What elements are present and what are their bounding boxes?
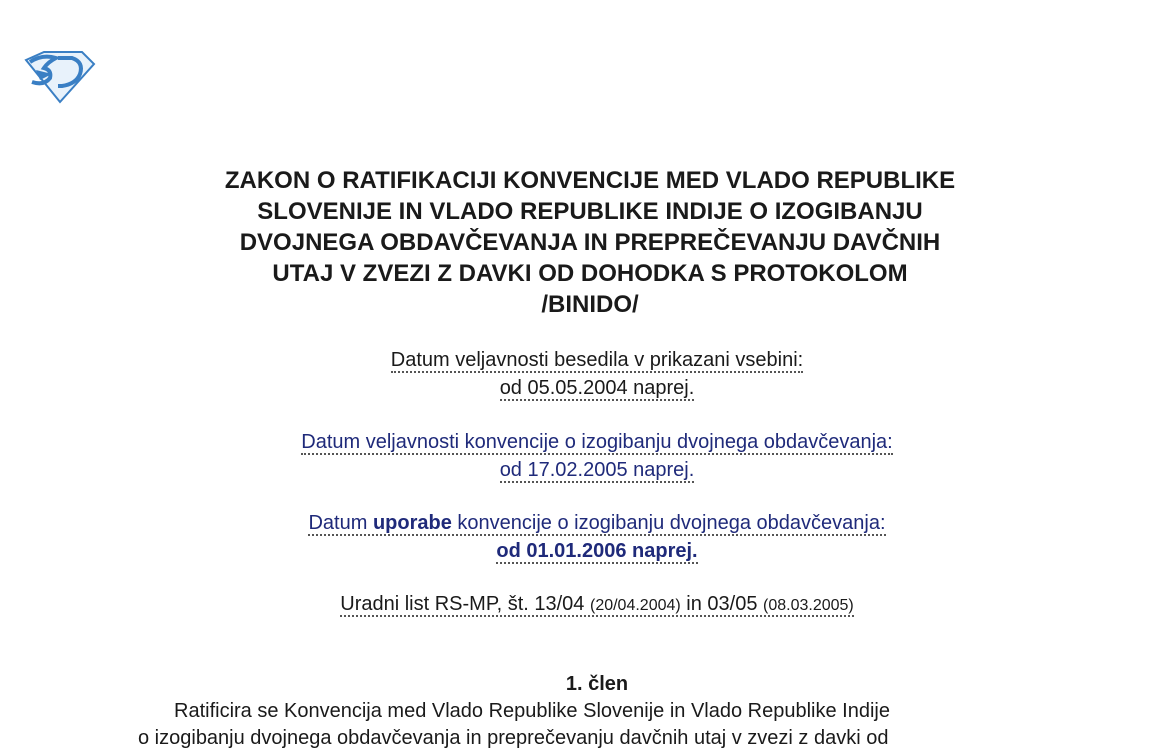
title-line: DVOJNEGA OBDAVČEVANJA IN PREPREČEVANJU DAVČNIH xyxy=(239,229,941,256)
convention-use-label-pre: Datum xyxy=(308,512,368,534)
title-code: /BINIDO/ xyxy=(541,291,639,318)
gazette-text-1: Uradni list RS-MP, št. 13/04 xyxy=(340,593,585,615)
title-line: SLOVENIJE IN VLADO REPUBLIKE INDIJE O IZOGIBANJU xyxy=(257,198,923,225)
convention-use-value: od 01.01.2006 naprej. xyxy=(496,540,698,562)
convention-use-label-post: konvencije o izogibanju dvojnega obdavčevanja: xyxy=(457,512,886,534)
convention-use-label xyxy=(308,512,885,536)
gazette-date-2: (08.03.2005) xyxy=(763,597,854,614)
convention-use-block xyxy=(150,509,1044,565)
article-paragraph xyxy=(138,698,1022,752)
convention-use-label-bold: uporabe xyxy=(372,512,452,534)
convention-validity-value: od 17.02.2005 naprej. xyxy=(499,459,695,481)
law-title xyxy=(150,165,1030,320)
article-heading: 1. člen xyxy=(565,673,629,695)
text-validity-block xyxy=(150,346,1044,402)
title-line: ZAKON O RATIFIKACIJI KONVENCIJE MED VLADO REPUBLIKE xyxy=(224,167,956,194)
convention-validity-block xyxy=(150,428,1044,484)
publisher-logo xyxy=(22,50,96,104)
official-gazette-reference xyxy=(150,590,1044,620)
gazette-date-1: (20/04.2004) xyxy=(589,597,681,614)
article-line: Ratificira se Konvencija med Vlado Republike Slovenije in Vlado Republike Indije xyxy=(174,700,890,722)
title-line: UTAJ V ZVEZI Z DAVKI OD DOHODKA S PROTOKOLOM xyxy=(272,260,908,287)
convention-validity-label: Datum veljavnosti konvencije o izogibanju dvojnega obdavčevanja: xyxy=(301,431,893,453)
text-validity-label: Datum veljavnosti besedila v prikazani vsebini: xyxy=(390,349,804,371)
text-validity-value: od 05.05.2004 naprej. xyxy=(499,377,695,399)
article-line: o izogibanju dvojnega obdavčevanja in preprečevanju davčnih utaj v zvezi z davki od xyxy=(138,727,889,749)
gazette-text-2: in 03/05 xyxy=(686,593,758,615)
